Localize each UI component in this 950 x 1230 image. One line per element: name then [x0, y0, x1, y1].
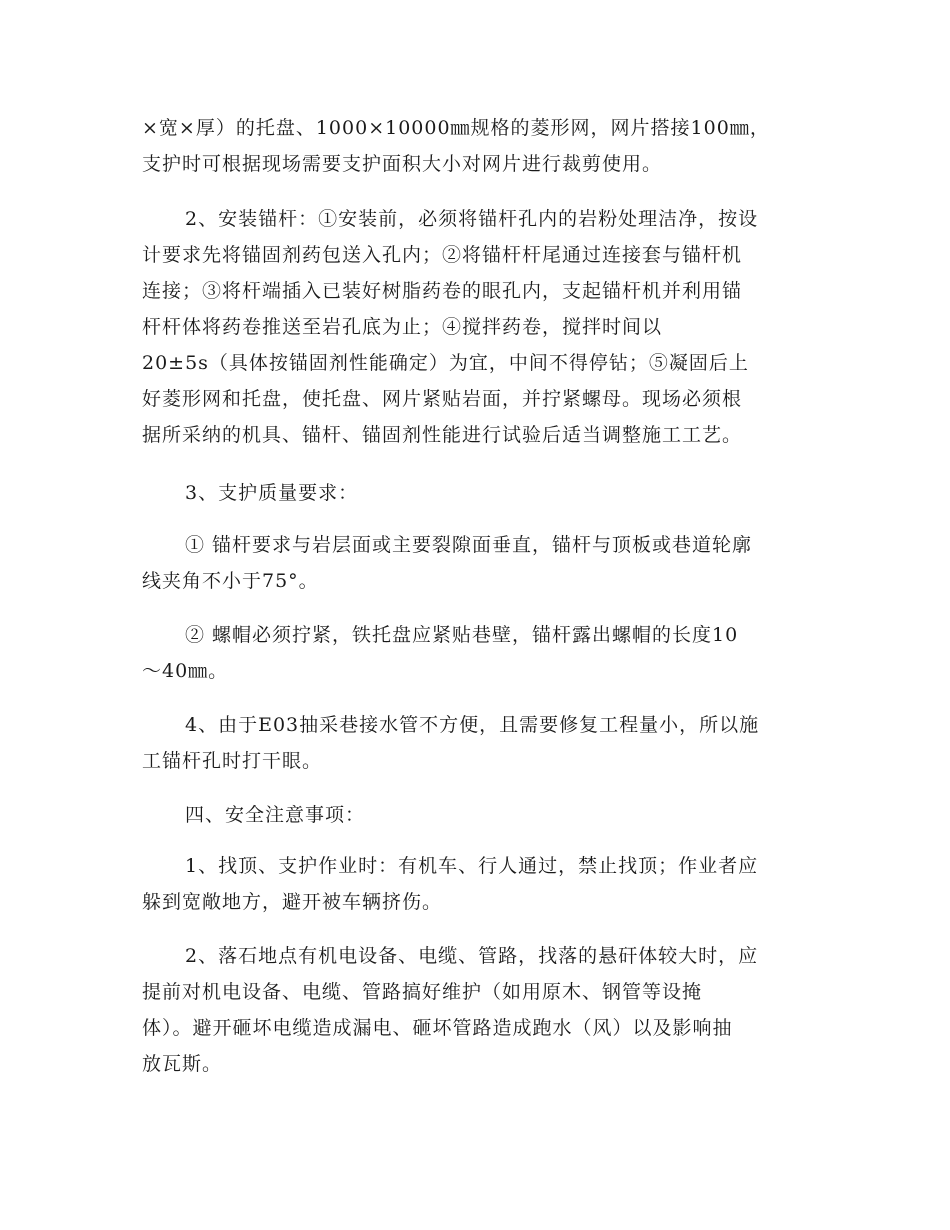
text-line: 躲到宽敞地方，避开被车辆挤伤。	[142, 891, 443, 913]
paragraph-quality-item-1	[142, 527, 812, 599]
text-line: ×宽×厚）的托盘、1000×10000㎜规格的菱形网，网片搭接100㎜，	[142, 117, 770, 139]
text-line: ② 螺帽必须拧紧，铁托盘应紧贴巷壁，锚杆露出螺帽的长度10	[185, 624, 739, 646]
text-line: 4、由于E03抽采巷接水管不方便，且需要修复工程量小，所以施	[185, 714, 760, 736]
paragraph-dry-drilling	[142, 707, 812, 779]
text-line: 据所采纳的机具、锚杆、锚固剂性能进行试验后适当调整施工工艺。	[142, 424, 743, 446]
text-line: 线夹角不小于75°。	[142, 570, 319, 592]
text-line: 连接；③将杆端插入已装好树脂药卷的眼孔内，支起锚杆机并利用锚	[142, 280, 743, 302]
paragraph-tray-mesh	[142, 110, 812, 182]
text-line: 体）。避开砸坏电缆造成漏电、砸坏管路造成跑水（风）以及影响抽	[142, 1017, 733, 1039]
text-line: 2、安装锚杆：①安装前，必须将锚杆孔内的岩粉处理洁净，按设	[185, 208, 759, 230]
text-line: 计要求先将锚固剂药包送入孔内；②将锚杆杆尾通过连接套与锚杆机	[142, 244, 743, 266]
text-line: 支护时可根据现场需要支护面积大小对网片进行裁剪使用。	[142, 153, 663, 175]
paragraph-safety-item-2	[142, 938, 812, 1082]
paragraph-safety-item-1	[142, 848, 812, 920]
text-line: 工锚杆孔时打干眼。	[142, 750, 323, 772]
paragraph-install-bolt	[142, 201, 812, 453]
text-line: 3、支护质量要求：	[185, 482, 359, 504]
text-line: ～40㎜。	[142, 660, 229, 682]
text-line: 好菱形网和托盘，使托盘、网片紧贴岩面，并拧紧螺母。现场必须根	[142, 388, 743, 410]
text-line: 2、落石地点有机电设备、电缆、管路，找落的悬矸体较大时，应	[185, 945, 759, 967]
heading-support-quality	[142, 475, 812, 511]
heading-safety-notes	[142, 797, 812, 833]
text-line: 提前对机电设备、电缆、管路搞好维护（如用原木、钢管等设掩	[142, 981, 703, 1003]
text-line: ① 锚杆要求与岩层面或主要裂隙面垂直，锚杆与顶板或巷道轮廓	[185, 534, 753, 556]
text-line: 四、安全注意事项：	[185, 804, 366, 826]
text-line: 放瓦斯。	[142, 1053, 223, 1075]
text-line: 杆杆体将药卷推送至岩孔底为止；④搅拌药卷，搅拌时间以	[142, 316, 663, 338]
paragraph-quality-item-2	[142, 617, 812, 689]
text-line: 1、找顶、支护作业时：有机车、行人通过，禁止找顶；作业者应	[185, 855, 759, 877]
text-line: 20±5s（具体按锚固剂性能确定）为宜，中间不得停钻；⑤凝固后上	[142, 352, 749, 374]
